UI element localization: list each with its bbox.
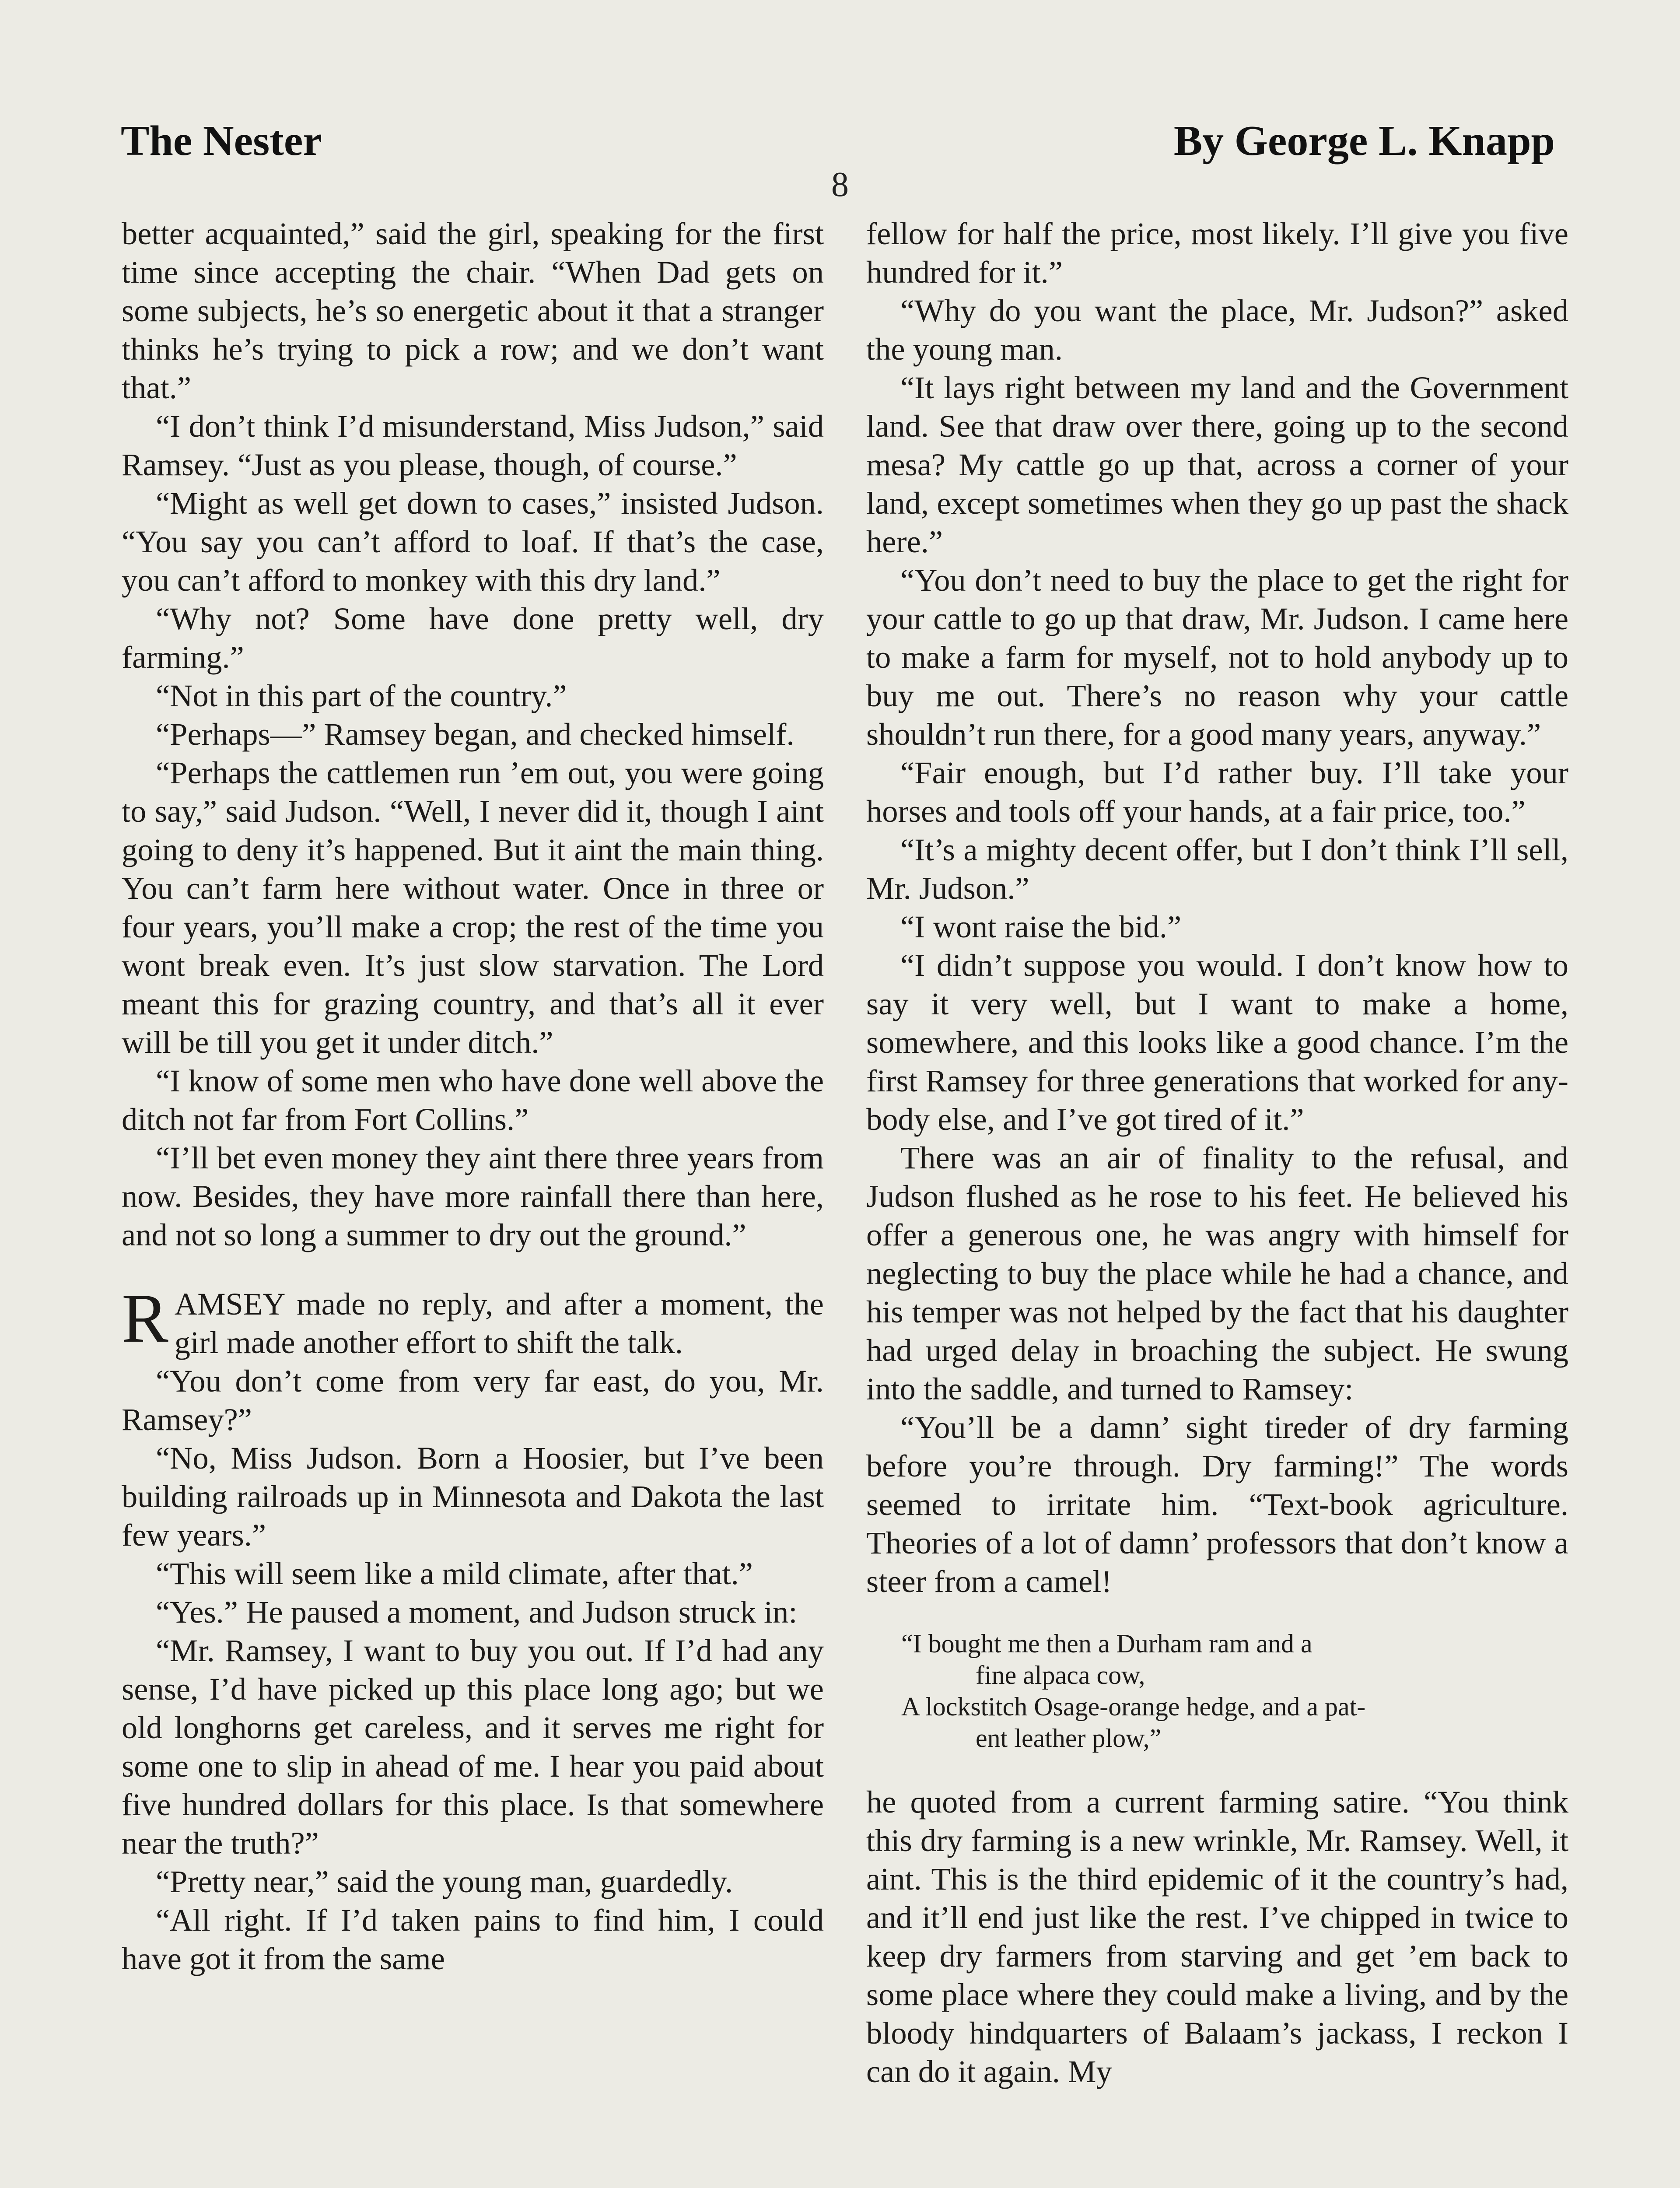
paragraph: There was an air of finality to the refusal, and Judson flushed as he rose to his feet. He believed his offer a generous one, he was angry with himself for neglecting to buy the place while he had a chance, and his temper was not helped by the fact that his daughter had urged delay in broaching the subject. He swung into the saddle, and turned to Ramsey:: [866, 1140, 1568, 1406]
paragraph: “Might as well get down to cases,” insisted Judson. “You say you can’t afford to loaf. If that’s the case, you can’t afford to monkey with this dry land.”: [122, 485, 824, 598]
verse-line: ent leather plow,”: [976, 1724, 1162, 1753]
paragraph: “Perhaps the cattlemen run ’em out, you were going to say,” said Judson. “Well, I never did it, though I aint going to deny it’s happened. But it aint the main thing. You can’t farm here without water. Once in three or four years, you’ll make a crop; the rest of the time you wont break even. It’s just slow starvation. The Lord meant this for grazing country, and that’s all it ever will be till you get it under ditch.”: [122, 755, 824, 1060]
paragraph: “Mr. Ramsey, I want to buy you out. If I’d had any sense, I’d have picked up this place long ago; but we old longhorns get careless, and it serves me right for some one to slip in ahead of me. I hear you paid about five hundred dollars for this place. Is that somewhere near the truth?”: [122, 1633, 824, 1861]
paragraph: “Why not? Some have done pretty well, dry farming.”: [122, 601, 824, 675]
paragraph: better acquainted,” said the girl, speaking for the first time since accepting the chair. “When Dad gets on some subjects, he’s so energetic about it that a stranger thinks he’s trying to pick a row; and we don’t want that.”: [122, 216, 824, 405]
paragraph: “Pretty near,” said the young man, guardedly.: [156, 1864, 733, 1899]
paragraph: “Perhaps—” Ramsey began, and checked himself.: [156, 716, 794, 752]
paragraph: “You don’t come from very far east, do you, Mr. Ramsey?”: [122, 1363, 824, 1437]
paragraph: “You’ll be a damn’ sight tireder of dry farming before you’re through. Dry farming!” The words seemed to irritate him. “Text-book agriculture. Theories of a lot of damn’ professors that don’t know a steer from a camel!: [866, 1410, 1568, 1599]
paragraph: “This will seem like a mild climate, after that.”: [156, 1556, 753, 1591]
paragraph: “Why do you want the place, Mr. Judson?” asked the young man.: [866, 293, 1568, 367]
paragraph: fellow for half the price, most likely. I’ll give you five hundred for it.”: [866, 216, 1568, 290]
verse-quotation: [901, 1628, 1551, 1754]
paragraph: “I don’t think I’d misunderstand, Miss Judson,” said Ramsey. “Just as you please, though, of course.”: [122, 408, 824, 482]
drop-cap: R: [122, 1279, 168, 1357]
paragraph: “I’ll bet even money they aint there three years from now. Besides, they have more rainfall there than here, and not so long a summer to dry out the ground.”: [122, 1140, 824, 1252]
paragraph: “Yes.” He paused a moment, and Judson struck in:: [156, 1594, 798, 1630]
paragraph: “I wont raise the bid.”: [900, 909, 1182, 944]
paragraph: “All right. If I’d taken pains to find him, I could have got it from the same: [122, 1902, 824, 1976]
paragraph: “Fair enough, but I’d rather buy. I’ll take your horses and tools off your hands, at a fair price, too.”: [866, 755, 1568, 829]
paragraph: “No, Miss Judson. Born a Hoosier, but I’ve been building railroads up in Minnesota and Dakota the last few years.”: [122, 1440, 824, 1553]
right-column: [866, 214, 1568, 2091]
verse-line: A lockstitch Osage-orange hedge, and a pat-: [901, 1692, 1366, 1721]
paragraph: “I know of some men who have done well above the ditch not far from Fort Collins.”: [122, 1063, 824, 1137]
section-opening-paragraph: [122, 1279, 824, 1362]
story-title: The Nester: [121, 117, 322, 165]
verse-line: “I bought me then a Durham ram and a: [901, 1629, 1312, 1658]
verse-line: fine alpaca cow,: [976, 1661, 1145, 1690]
paragraph: “It lays right between my land and the Government land. See that draw over there, going up to the second mesa? My cattle go up that, across a corner of your land, except sometimes when they go up past the shack here.”: [866, 370, 1568, 559]
story-author: By George L. Knapp: [1173, 117, 1555, 165]
page-number: 8: [831, 165, 849, 204]
paragraph-text: AMSEY made no reply, and after a moment, the girl made another effort to shift the talk.: [174, 1286, 824, 1360]
paragraph: “I didn’t suppose you would. I don’t know how to say it very well, but I want to make a home, somewhere, and this looks like a good chance. I’m the first Ramsey for three generations that worked for anybody else, and I’ve got tired of it.”: [866, 947, 1568, 1137]
paragraph: “You don’t need to buy the place to get the right for your cattle to go up that draw, Mr. Judson. I came here to make a farm for myself, not to hold anybody up to buy me out. There’s no reason why your cattle shouldn’t run there, for a good many years, anyway.”: [866, 562, 1568, 752]
paragraph: “It’s a mighty decent offer, but I don’t think I’ll sell, Mr. Judson.”: [866, 832, 1568, 906]
left-column: [122, 214, 824, 1978]
paragraph: he quoted from a current farming satire. “You think this dry farming is a new wrinkle, Mr. Ramsey. Well, it aint. This is the third epidemic of it the country’s had, and it’ll end just like the rest. I’ve chipped in twice to keep dry farmers from starving and get ’em back to some place where they could make a living, and by the bloody hindquarters of Balaam’s jackass, I reckon I can do it again. My: [866, 1784, 1568, 2089]
paragraph: “Not in this part of the country.”: [156, 678, 567, 713]
